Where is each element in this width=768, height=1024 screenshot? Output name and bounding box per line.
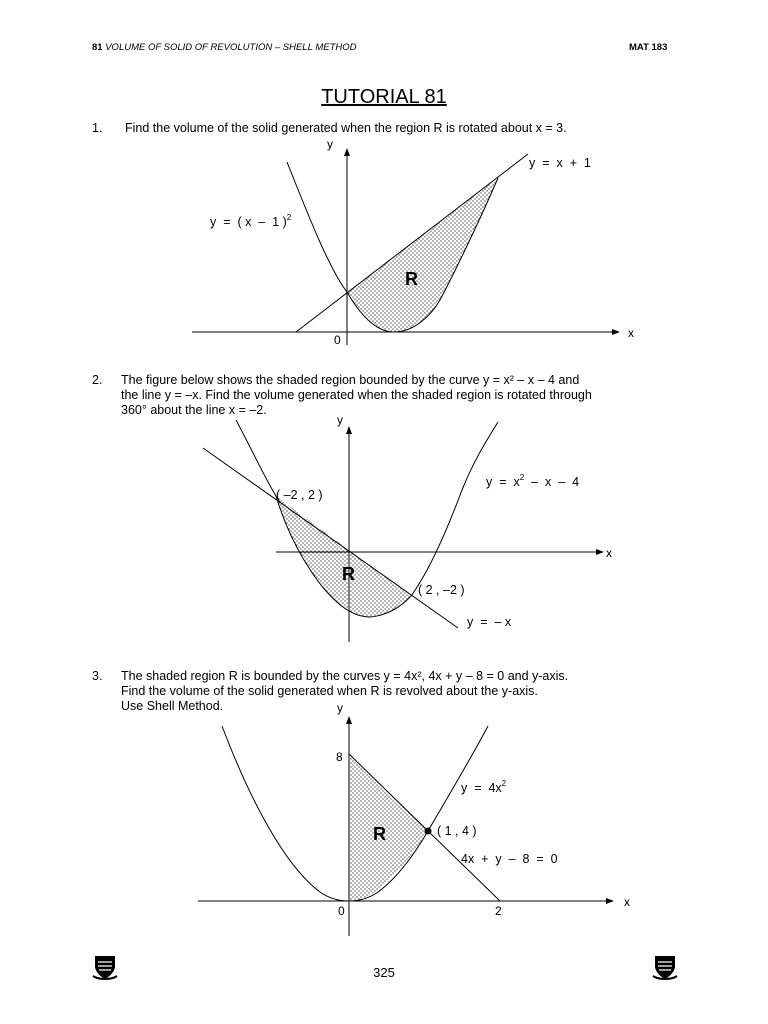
figure-1	[192, 137, 634, 347]
x-axis-1-label: x	[628, 326, 634, 340]
curve-1-label	[210, 213, 292, 229]
curve-2-label-exp: 2	[519, 473, 525, 482]
question-1-line: Find the volume of the solid generated when the region R is rotated about x = 3.	[125, 121, 567, 135]
y-axis-1-label: y	[327, 137, 333, 151]
point-label: ( 1 , 4 )	[437, 824, 477, 838]
x-axis-1-arrow	[612, 329, 620, 335]
question-2-line: 360° about the line x = –2.	[121, 403, 267, 417]
curve-3-label-base: y = 4x	[461, 781, 502, 795]
y-axis-3-arrow	[346, 716, 352, 724]
x-axis-2-label: x	[606, 546, 612, 560]
chapter-number: 81	[92, 42, 103, 53]
x-axis-3-label: x	[624, 895, 630, 909]
point-a-label: ( –2 , 2 )	[276, 488, 323, 502]
origin-1-label: 0	[334, 333, 341, 347]
region-r-3	[349, 754, 428, 901]
x-axis-3-arrow	[606, 898, 614, 904]
curve-2-label-rest: – x – 4	[524, 475, 580, 489]
course-code: MAT 183	[629, 42, 668, 53]
page-title: TUTORIAL 81	[321, 86, 447, 108]
question-3-text	[121, 669, 701, 714]
x-intercept-label: 2	[495, 904, 502, 918]
line-1-label: y = x + 1	[529, 156, 591, 170]
origin-3-label: 0	[338, 904, 345, 918]
question-3-line: Use Shell Method.	[121, 699, 224, 713]
region-r-1	[347, 178, 498, 332]
figure-3	[198, 701, 630, 936]
question-2-text	[121, 373, 701, 418]
figure-2	[203, 413, 612, 642]
page-number: 325	[373, 965, 395, 980]
question-2-number: 2.	[92, 373, 103, 387]
question-2-line: The figure below shows the shaded region bounded by the curve y = x² – x – 4 and	[121, 373, 580, 387]
curve-1-label-exp: 2	[286, 213, 292, 222]
question-3-line: The shaded region R is bounded by the curves y = 4x², 4x + y – 8 = 0 and y-axis.	[121, 669, 569, 683]
question-1-number: 1.	[92, 121, 103, 135]
y-axis-2-label: y	[337, 413, 343, 427]
y-intercept-label: 8	[336, 750, 343, 764]
region-r-3-label: R	[373, 824, 386, 844]
chapter-title: VOLUME OF SOLID OF REVOLUTION – SHELL METHOD	[105, 42, 357, 53]
y-axis-3-label: y	[337, 701, 343, 715]
intersection-point	[425, 828, 432, 835]
line-2-label: y = – x	[467, 615, 512, 629]
curve-3-label-exp: 2	[501, 779, 507, 788]
y-axis-1-arrow	[344, 148, 350, 156]
curve-2-label	[486, 473, 579, 489]
curve-2-label-base: y = x	[486, 475, 520, 489]
line-3-label: 4x + y – 8 = 0	[461, 852, 558, 866]
point-b-label: ( 2 , –2 )	[418, 583, 465, 597]
curve-1-label-base: y = ( x – 1 )	[210, 215, 287, 229]
y-axis-2-arrow	[346, 426, 352, 434]
question-3-line: Find the volume of the solid generated when R is revolved about the y-axis.	[121, 684, 538, 698]
question-3-number: 3.	[92, 669, 103, 683]
x-axis-2-arrow	[596, 549, 604, 555]
region-r-2-label: R	[342, 564, 355, 584]
question-2-line: the line y = –x. Find the volume generated when the shaded region is rotated through	[121, 388, 592, 402]
curve-3-label	[461, 779, 507, 795]
line-2	[203, 448, 458, 628]
region-r-1-label: R	[405, 269, 418, 289]
